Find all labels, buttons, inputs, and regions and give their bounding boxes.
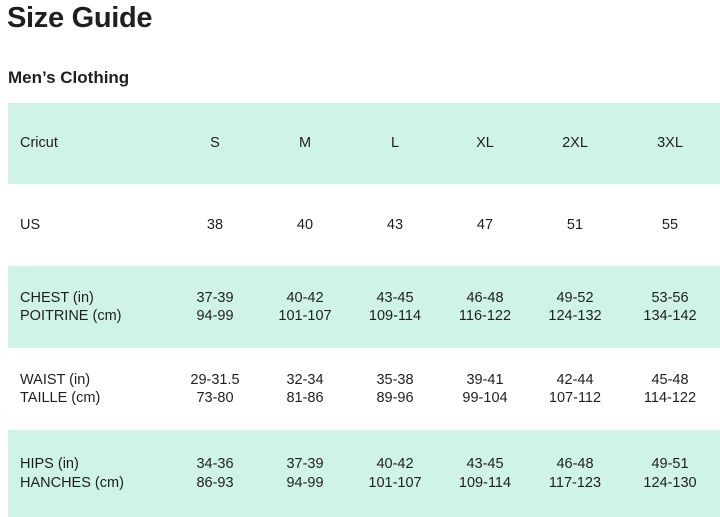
waist-cm-2xl: 107-112 [548, 390, 602, 406]
chest-label-cm: POITRINE (cm) [20, 308, 122, 324]
us-value-xl: 47 [476, 216, 494, 233]
hips-cm-l: 101-107 [368, 474, 422, 491]
waist-inches-l: 35-38 [376, 371, 414, 388]
waist-cell-2xl [530, 348, 620, 430]
hips-inches-xl: 43-45 [466, 456, 504, 472]
waist-label [8, 348, 170, 430]
waist-cm-m: 81-86 [286, 390, 324, 406]
us-label: US [20, 216, 41, 233]
hips-inches-m: 37-39 [286, 456, 324, 472]
chest-cell-2xl [530, 266, 620, 348]
chest-inches-m: 40-42 [286, 289, 324, 306]
waist-inches-xl: 39-41 [466, 371, 504, 388]
hips-cm-s: 86-93 [196, 474, 234, 491]
header-row [8, 103, 720, 184]
chest-cm-3xl: 134-142 [643, 308, 697, 324]
us-value-m: 40 [296, 216, 314, 233]
waist-label-cm: TAILLE (cm) [20, 390, 101, 406]
header-label: Cricut [8, 103, 170, 184]
waist-cell-l [350, 348, 440, 430]
chest-cell-s [170, 266, 260, 348]
chest-label-inches: CHEST (in) [20, 289, 94, 306]
hips-row [8, 430, 720, 517]
chest-inches-2xl: 49-52 [556, 289, 594, 306]
chest-cm-2xl: 124-132 [548, 308, 602, 324]
waist-cm-xl: 99-104 [462, 390, 508, 406]
hips-cell-l [350, 430, 440, 517]
size-header-s: S [170, 103, 260, 184]
chest-inches-3xl: 53-56 [651, 289, 689, 306]
chest-cm-l: 109-114 [368, 308, 422, 324]
us-value-2xl: 51 [566, 216, 584, 233]
section-title: Men’s Clothing [8, 68, 130, 87]
waist-inches-3xl: 45-48 [651, 371, 689, 388]
page-title: Size Guide [7, 2, 153, 34]
waist-cell-3xl [620, 348, 720, 430]
waist-row [8, 348, 720, 430]
us-value-l: 43 [386, 216, 404, 233]
us-value-3xl: 55 [661, 216, 679, 233]
chest-cell-l [350, 266, 440, 348]
waist-cm-s: 73-80 [196, 390, 234, 406]
hips-cell-2xl [530, 430, 620, 517]
us-value-s: 38 [206, 216, 224, 233]
chest-cm-m: 101-107 [278, 308, 332, 324]
hips-cm-m: 94-99 [286, 474, 324, 491]
chest-cm-xl: 116-122 [458, 308, 512, 324]
hips-inches-2xl: 46-48 [556, 456, 594, 472]
chest-row [8, 266, 720, 348]
waist-inches-s: 29-31.5 [190, 371, 240, 388]
hips-label [8, 430, 170, 517]
chest-cell-xl [440, 266, 530, 348]
chest-inches-s: 37-39 [196, 289, 234, 306]
chest-cell-m [260, 266, 350, 348]
hips-cell-m [260, 430, 350, 517]
waist-inches-m: 32-34 [286, 371, 324, 388]
hips-cell-xl [440, 430, 530, 517]
hips-inches-3xl: 49-51 [651, 456, 689, 472]
waist-inches-2xl: 42-44 [556, 371, 594, 388]
hips-inches-s: 34-36 [196, 456, 234, 472]
hips-cm-3xl: 124-130 [643, 474, 697, 491]
chest-label [8, 266, 170, 348]
size-header-2xl: 2XL [530, 103, 620, 184]
waist-label-inches: WAIST (in) [20, 371, 91, 388]
chest-inches-l: 43-45 [376, 289, 414, 306]
us-row [8, 184, 720, 266]
hips-cm-2xl: 117-123 [548, 474, 602, 491]
size-header-xl: XL [440, 103, 530, 184]
size-header-3xl: 3XL [620, 103, 720, 184]
size-table [8, 103, 720, 517]
hips-label-inches: HIPS (in) [20, 456, 79, 472]
size-header-l: L [350, 103, 440, 184]
chest-inches-xl: 46-48 [466, 289, 504, 306]
waist-cm-3xl: 114-122 [643, 390, 697, 406]
chest-cm-s: 94-99 [196, 308, 234, 324]
hips-cm-xl: 109-114 [458, 474, 512, 491]
hips-cell-3xl [620, 430, 720, 517]
hips-inches-l: 40-42 [376, 456, 414, 472]
waist-cell-s [170, 348, 260, 430]
chest-cell-3xl [620, 266, 720, 348]
waist-cm-l: 89-96 [376, 390, 414, 406]
waist-cell-m [260, 348, 350, 430]
waist-cell-xl [440, 348, 530, 430]
size-header-m: M [260, 103, 350, 184]
hips-cell-s [170, 430, 260, 517]
hips-label-cm: HANCHES (cm) [20, 474, 124, 491]
